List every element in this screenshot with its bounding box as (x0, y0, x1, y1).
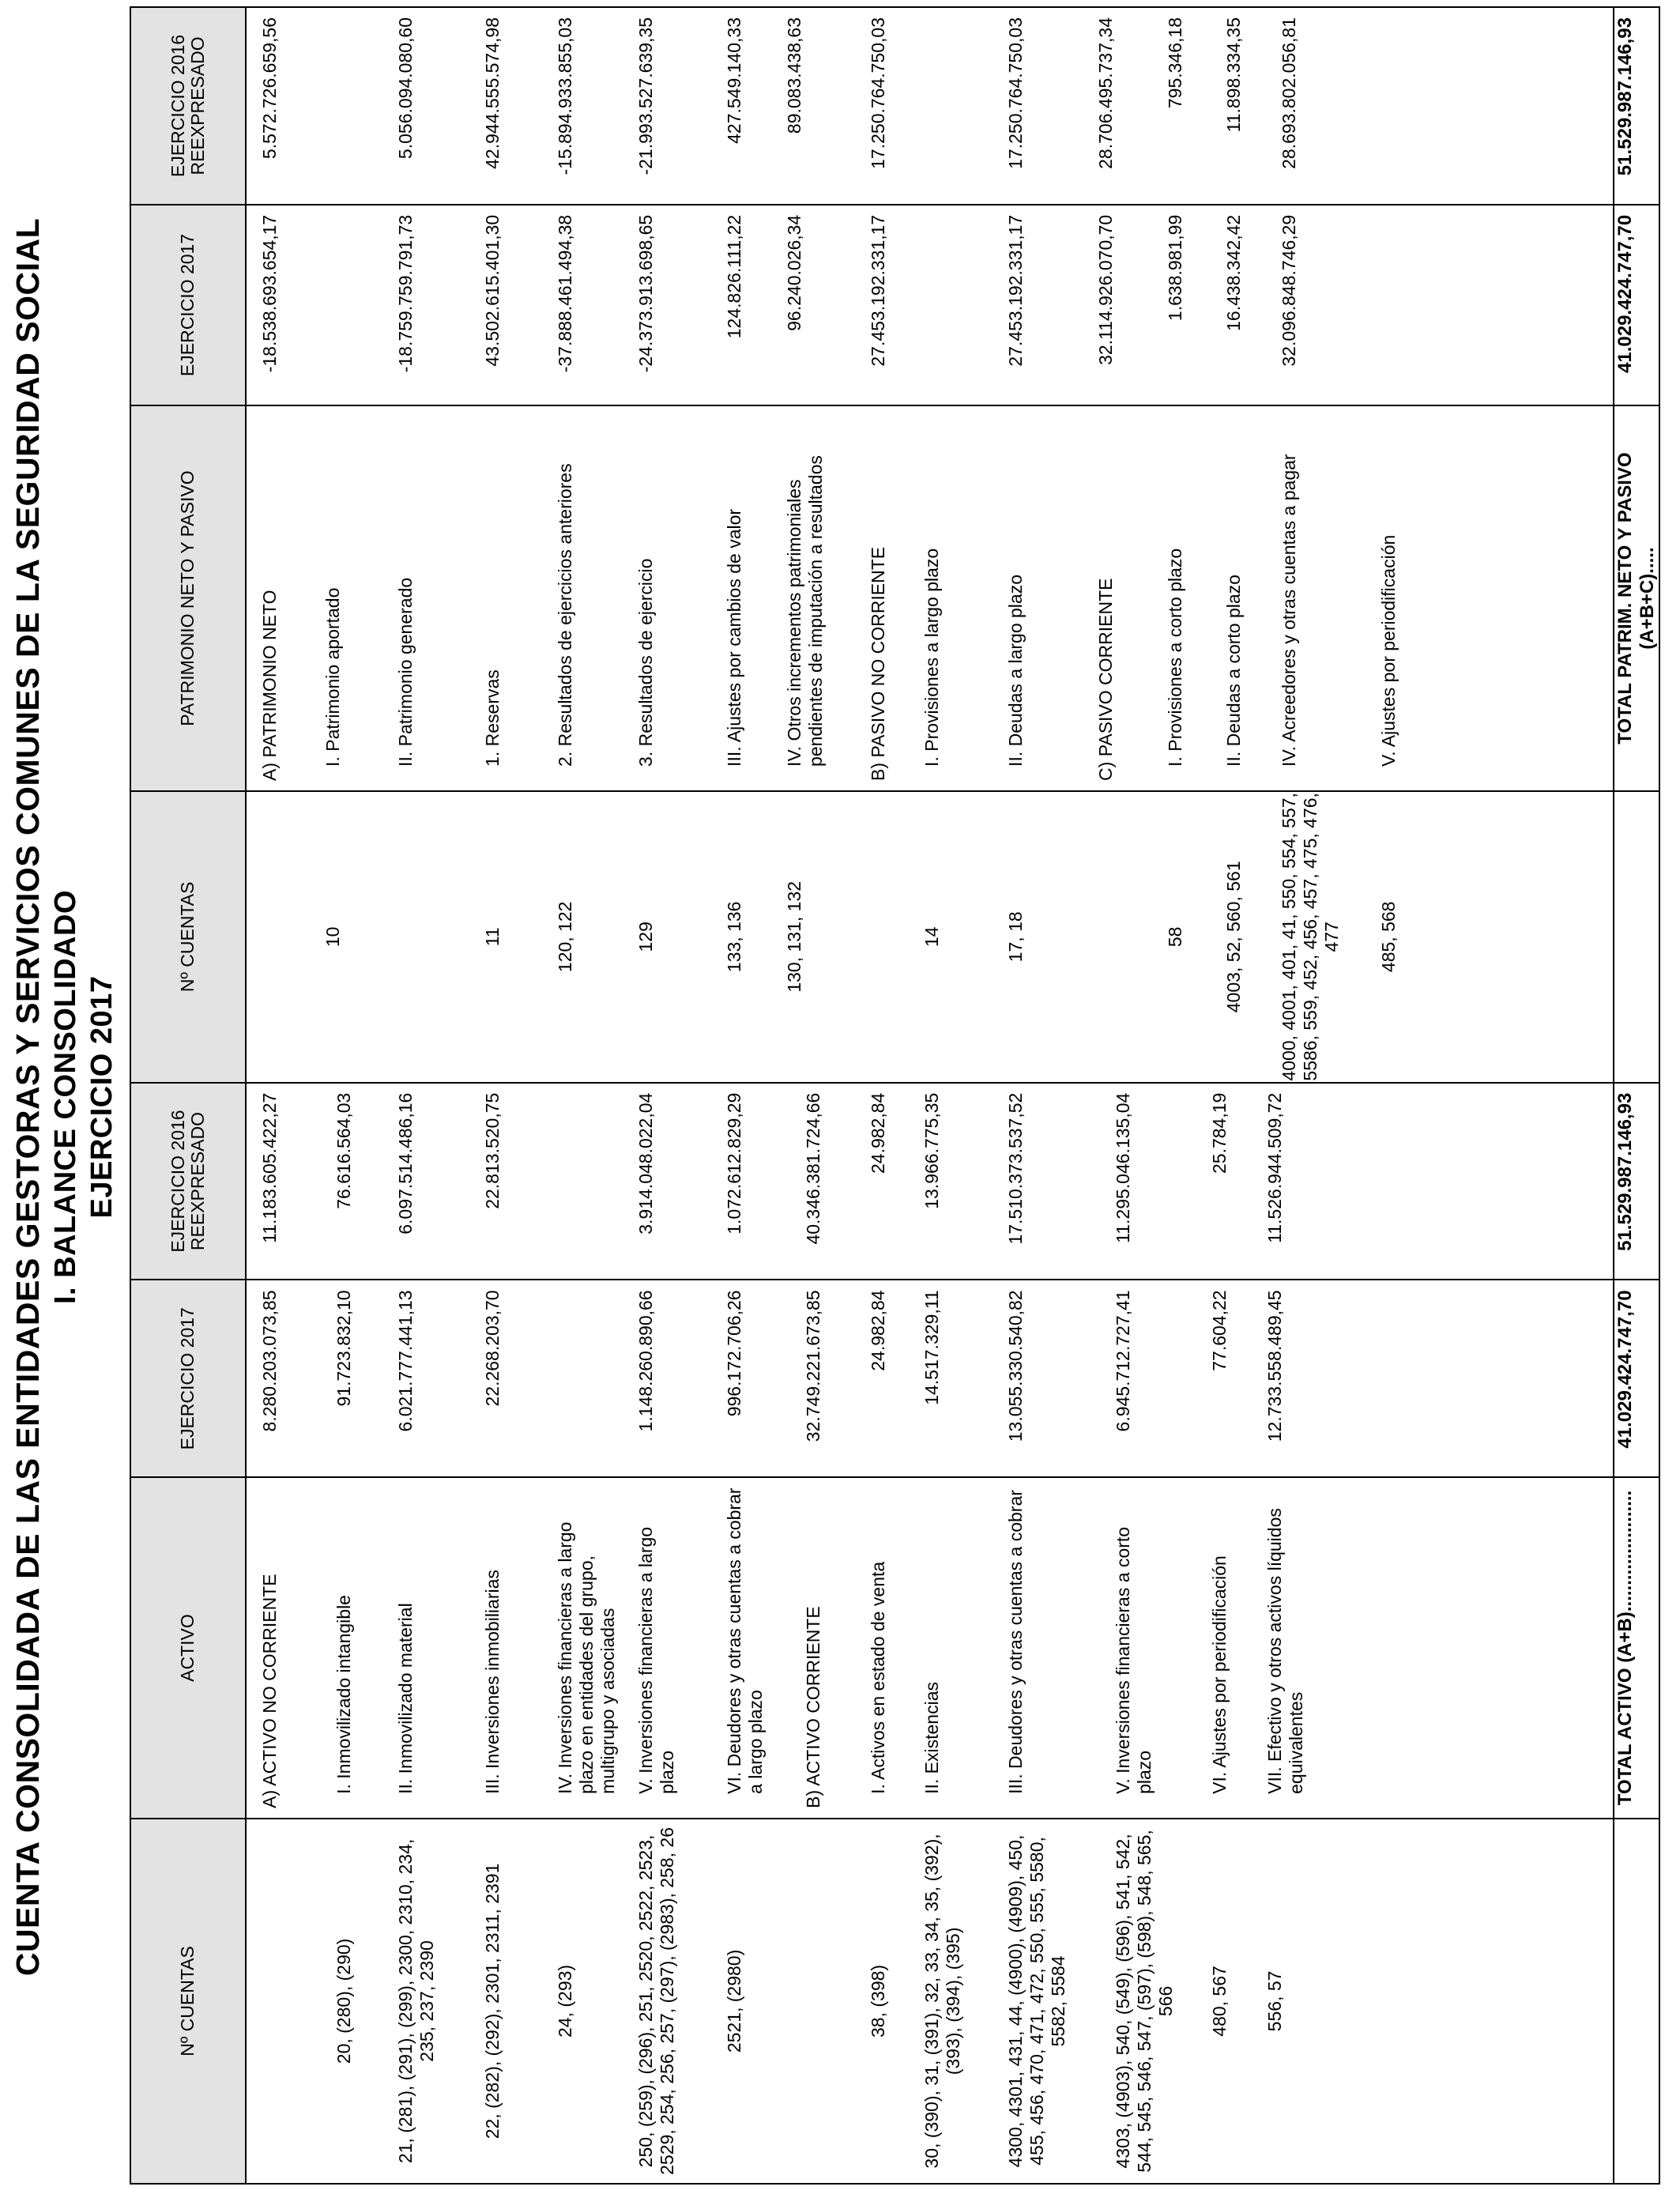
pasivo-value-2017: 32.096.848.746,29 (1279, 214, 1299, 367)
pasivo-value-2016: -15.894.933.855,03 (555, 17, 575, 175)
activo-value-2016: 1.072.612.829,29 (724, 1092, 744, 1235)
activo-label: III. Deudores y otras cuentas a cobrar (1005, 1490, 1026, 1794)
activo-value-2016: 13.966.775,35 (921, 1092, 942, 1209)
activo-label: V. Inversiones financieras a largo plazo (635, 1526, 677, 1794)
pasivo-label: 2. Resultados de ejercicios anteriores (555, 463, 575, 767)
header-cuentas-activo: Nº CUENTAS (130, 1819, 246, 2184)
pasivo-label-col (246, 405, 1614, 791)
pasivo-value-2016: 28.706.495.737,34 (1095, 17, 1116, 169)
pasivo-cuentas: 14 (921, 926, 942, 948)
activo-value-2016: 76.616.564,03 (333, 1092, 354, 1209)
activo-cuentas: 480, 567 (1209, 1966, 1230, 2037)
total-pasivo-2016: 51.529.987.146,93 (1614, 7, 1659, 205)
activo-label: V. Inversiones financieras a corto plazo (1113, 1526, 1155, 1794)
pasivo-value-2017: 32.114.926.070,70 (1095, 214, 1116, 365)
report-title: CUENTA CONSOLIDADA DE LAS ENTIDADES GESTORAS Y SERVICIOS COMUNES DE LA SEGURIDAD SOCIAL (9, 217, 46, 1977)
pasivo-value-2016: 17.250.764.750,03 (1005, 17, 1026, 169)
pasivo-label: I. Provisiones a corto plazo (1165, 548, 1185, 767)
pasivo-value-2017: 1.638.981,99 (1165, 214, 1185, 322)
pasivo-value-2017: 27.453.192.331,17 (1005, 214, 1026, 367)
pasivo-value-2016: 89.083.438,63 (784, 17, 804, 134)
pasivo-cuentas: 129 (635, 922, 656, 952)
pasivo-value-2016: 5.572.726.659,56 (259, 17, 280, 160)
activo-value-2016: 3.914.048.022,04 (635, 1092, 656, 1235)
header-pasivo-2016: EJERCICIO 2016 REEXPRESADO (130, 7, 246, 205)
pasivo-cuentas: 4003, 52, 560, 561 (1223, 861, 1244, 1013)
activo-value-2016: 22.813.520,75 (482, 1092, 503, 1209)
activo-value-2017: 32.749.221.673,85 (803, 1290, 823, 1442)
pasivo-cuentas: 17, 18 (1005, 911, 1026, 963)
activo-value-2016: 11.526.944.509,72 (1264, 1092, 1285, 1243)
pasivo-cuentas-col (246, 791, 1614, 1083)
activo-label: III. Inversiones inmobiliarias (482, 1570, 503, 1794)
pasivo-cuentas: 130, 131, 132 (784, 880, 804, 993)
pasivo-value-2017: 43.502.615.401,30 (482, 214, 503, 367)
activo-label: VI. Deudores y otras cuentas a cobrar a largo plazo (724, 1487, 766, 1794)
pasivo-label: 1. Reservas (482, 669, 503, 767)
pasivo-label: IV. Acreedores y otras cuentas a pagar (1279, 454, 1299, 767)
pasivo-value-2017: 16.438.342,42 (1223, 214, 1244, 331)
activo-value-2017: 6.021.777.441,13 (395, 1290, 416, 1432)
header-activo: ACTIVO (130, 1477, 246, 1819)
activo-value-2017: 14.517.329,11 (921, 1290, 942, 1405)
pasivo-value-2017: -18.538.693.654,17 (259, 214, 280, 373)
pasivo-label: B) PASIVO NO CORRIENTE (868, 546, 888, 781)
activo-cuentas: 556, 57 (1264, 1970, 1285, 2032)
activo-value-2016: 17.510.373.537,52 (1005, 1092, 1026, 1245)
activo-value-2016: 6.097.514.486,16 (395, 1092, 416, 1235)
activo-value-2017: 13.055.330.540,82 (1005, 1290, 1026, 1442)
activo-2016-col (246, 1083, 1614, 1280)
activo-cuentas: 22, (282), (292), 2301, 2311, 2391 (482, 1863, 503, 2139)
pasivo-label: 3. Resultados de ejercicio (635, 558, 656, 767)
pasivo-value-2017: -37.888.461.494,38 (555, 214, 575, 373)
activo-label: II. Existencias (921, 1682, 942, 1794)
activo-cuentas: 4300, 4301, 431, 44, (4900), (4909), 450, 455, 456, 470, 471, 472, 550, 555, 5580, 5582, 5584 (1005, 1834, 1068, 2168)
activo-label: I. Activos en estado de venta (868, 1561, 888, 1794)
activo-value-2017: 12.733.558.489,45 (1264, 1290, 1285, 1442)
activo-value-2016: 24.982,84 (868, 1092, 888, 1174)
total-pasivo-label: TOTAL PATRIM. NETO Y PASIVO (A+B+C)..... (1614, 405, 1659, 791)
activo-2017-col (246, 1280, 1614, 1477)
pasivo-label: IV. Otros incrementos patrimoniales pendientes de imputación a resultados (784, 455, 826, 767)
activo-label: VII. Efectivo y otros activos líquidos equivalentes (1264, 1508, 1306, 1794)
pasivo-value-2017: 27.453.192.331,17 (868, 214, 888, 367)
total-activo-label: TOTAL ACTIVO (A+B)....................... (1614, 1477, 1659, 1819)
pasivo-2017-col (246, 205, 1614, 405)
activo-label: II. Inmovilizado material (395, 1603, 416, 1794)
pasivo-cuentas: 4000, 4001, 401, 41, 550, 554, 557, 5586, 559, 452, 456, 457, 475, 476, 477 (1279, 793, 1342, 1081)
activo-value-2017: 91.723.832,10 (333, 1290, 354, 1407)
pasivo-value-2017: -18.759.759.791,73 (395, 214, 416, 373)
activo-cuentas: 24, (293) (555, 1964, 575, 2038)
pasivo-label: A) PATRIMONIO NETO (259, 590, 280, 781)
header-cuentas-pasivo: Nº CUENTAS (130, 791, 246, 1083)
pasivo-cuentas: 485, 568 (1378, 901, 1399, 973)
pasivo-value-2017: 124.826.111,22 (724, 214, 744, 339)
activo-cuentas: 30, (390), 31, (391), 32, 33, 34, 35, (392), (393), (394), (395) (921, 1834, 963, 2169)
activo-value-2016: 11.183.605.422,27 (259, 1092, 280, 1243)
total-pasivo-spacer (1614, 791, 1659, 1083)
report-subtitle: I. BALANCE CONSOLIDADO (49, 890, 82, 1304)
header-activo-2017: EJERCICIO 2017 (130, 1280, 246, 1477)
pasivo-label: I. Patrimonio aportado (322, 587, 343, 767)
activo-label: I. Inmovilizado intangible (333, 1595, 354, 1794)
pasivo-value-2016: 795.346,18 (1165, 17, 1185, 109)
pasivo-cuentas: 10 (322, 926, 343, 948)
pasivo-value-2016: 5.056.094.080,60 (395, 17, 416, 160)
pasivo-value-2016: 17.250.764.750,03 (868, 17, 888, 169)
activo-cuentas-col (246, 1819, 1614, 2184)
activo-value-2017: 6.945.712.727,41 (1113, 1290, 1133, 1432)
pasivo-value-2016: 28.693.802.056,81 (1279, 17, 1299, 169)
pasivo-label: II. Deudas a corto plazo (1223, 575, 1244, 767)
pasivo-label: III. Ajustes por cambios de valor (724, 508, 744, 767)
pasivo-label: II. Deudas a largo plazo (1005, 575, 1026, 767)
activo-value-2017: 22.268.203,70 (482, 1290, 503, 1407)
activo-cuentas: 2521, (2980) (724, 1949, 744, 2053)
pasivo-label: C) PASIVO CORRIENTE (1095, 578, 1116, 781)
activo-value-2016: 25.784,19 (1209, 1092, 1230, 1174)
activo-label: IV. Inversiones financieras a largo plazo en entidades del grupo, multigrupo y asociadas (555, 1521, 618, 1794)
activo-label-col (246, 1477, 1614, 1819)
pasivo-value-2016: 11.898.334,35 (1223, 17, 1244, 133)
pasivo-cuentas: 133, 136 (724, 901, 744, 973)
pasivo-value-2017: 96.240.026,34 (784, 214, 804, 331)
report-year: EJERCICIO 2017 (85, 975, 119, 1219)
activo-cuentas: 4303, (4903), 540, (549), (596), 541, 542, 544, 545, 546, 547, (597), (598), 548, 565, 566 (1113, 1830, 1176, 2173)
header-activo-2016: EJERCICIO 2016 REEXPRESADO (130, 1083, 246, 1280)
activo-value-2017: 77.604,22 (1209, 1290, 1230, 1371)
activo-label: VI. Ajustes por periodificación (1209, 1555, 1230, 1794)
activo-cuentas: 21, (281), (291), (299), 2300, 2310, 234, 235, 237, 2390 (395, 1838, 437, 2164)
activo-value-2017: 1.148.260.890,66 (635, 1290, 656, 1432)
activo-value-2017: 24.982,84 (868, 1290, 888, 1371)
total-activo-2017: 41.029.424.747,70 (1614, 1280, 1659, 1477)
activo-value-2017: 996.172.706,26 (724, 1290, 744, 1417)
pasivo-label: I. Provisiones a largo plazo (921, 548, 942, 767)
pasivo-2016-col (246, 7, 1614, 205)
pasivo-cuentas: 58 (1165, 926, 1185, 948)
pasivo-value-2016: -21.993.527.639,35 (635, 17, 656, 175)
header-patrimonio: PATRIMONIO NETO Y PASIVO (130, 405, 246, 791)
activo-label: A) ACTIVO NO CORRIENTE (259, 1574, 280, 1808)
activo-value-2017: 8.280.203.073,85 (259, 1290, 280, 1432)
balance-table (130, 6, 1660, 2185)
activo-label: B) ACTIVO CORRIENTE (803, 1606, 823, 1808)
activo-cuentas: 20, (280), (290) (333, 1938, 354, 2064)
activo-cuentas: 250, (259), (296), 251, 2520, 2522, 2523, 2529, 254, 256, 257, (297), (2983), 258, 26 (635, 1827, 677, 2175)
activo-cuentas: 38, (398) (868, 1964, 888, 2038)
pasivo-value-2016: 427.549.140,33 (724, 17, 744, 144)
activo-value-2016: 40.346.381.724,66 (803, 1092, 823, 1245)
total-activo-2016: 51.529.987.146,93 (1614, 1083, 1659, 1280)
pasivo-cuentas: 120, 122 (555, 901, 575, 973)
pasivo-value-2016: 42.944.555.574,98 (482, 17, 503, 169)
pasivo-value-2017: -24.373.913.698,65 (635, 214, 656, 373)
header-pasivo-2017: EJERCICIO 2017 (130, 205, 246, 405)
activo-value-2016: 11.295.046.135,04 (1113, 1092, 1133, 1243)
pasivo-label: V. Ajustes por periodificación (1378, 534, 1399, 767)
pasivo-label: II. Patrimonio generado (395, 577, 416, 767)
total-activo-spacer (1614, 1819, 1659, 2184)
total-pasivo-2017: 41.029.424.747,70 (1614, 205, 1659, 405)
pasivo-cuentas: 11 (482, 927, 503, 947)
